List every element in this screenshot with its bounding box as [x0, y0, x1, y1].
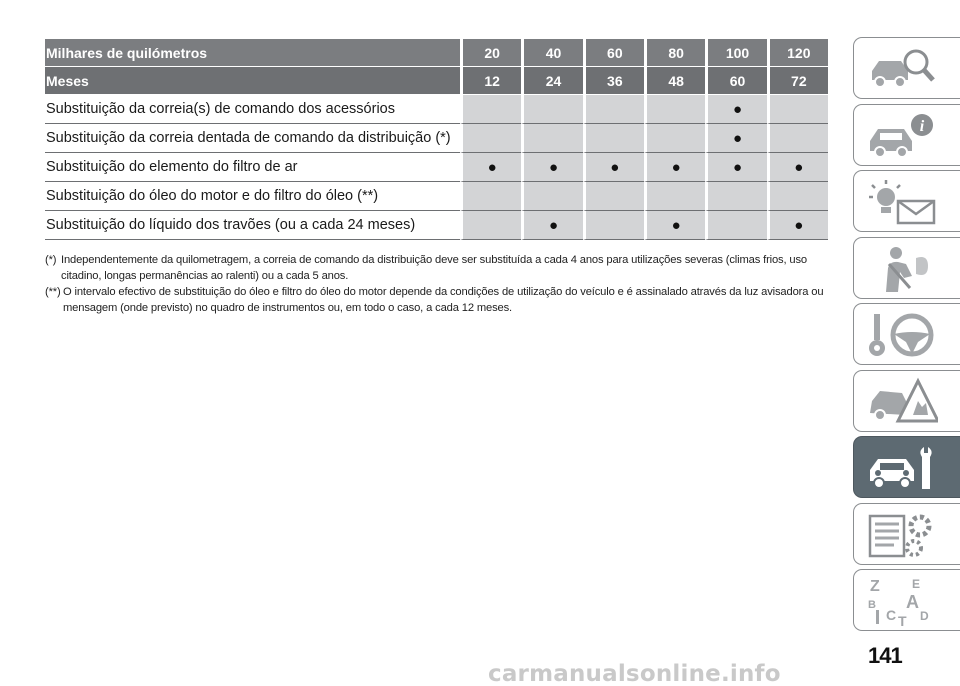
- header-label: Meses: [45, 67, 460, 95]
- interval-cell: [644, 124, 705, 153]
- footnote: [45, 285, 837, 316]
- interval-cell: ●: [644, 153, 705, 182]
- svg-text:E: E: [912, 577, 921, 591]
- header-value: 60: [705, 67, 766, 95]
- interval-cell: ●: [460, 153, 521, 182]
- interval-cell: [583, 182, 644, 211]
- interval-cell: [767, 182, 828, 211]
- car-search-icon: [866, 44, 938, 94]
- interval-cell: ●: [644, 211, 705, 240]
- svg-text:C: C: [886, 607, 897, 623]
- footnote-mark: (*): [45, 254, 57, 266]
- footnote: [45, 253, 837, 284]
- interval-cell: [644, 182, 705, 211]
- interval-cell: [767, 95, 828, 124]
- seatbelt-airbag-icon: [866, 244, 938, 294]
- interval-cell: ●: [767, 153, 828, 182]
- alphabetical-index-icon: [866, 576, 938, 626]
- interval-cell: ●: [583, 153, 644, 182]
- chapter-tab-index[interactable]: [853, 569, 960, 631]
- interval-cell: [644, 95, 705, 124]
- chapter-tab-car-info[interactable]: [853, 104, 960, 166]
- header-value: 48: [644, 67, 705, 95]
- chapter-tab-maintenance[interactable]: [853, 436, 960, 498]
- warning-light-message-icon: [866, 177, 938, 227]
- header-value: 12: [460, 67, 521, 95]
- footnote-text: Independentemente da quilometragem, a correia de comando da distribuição deve ser substituída a cada 4 anos para utilizações severas (climas frios, uso citadino, longas permanências ao ralenti) ou a cada 5 anos.: [61, 254, 807, 282]
- header-value: 80: [644, 39, 705, 67]
- table-row: [45, 153, 828, 182]
- interval-cell: ●: [705, 95, 766, 124]
- header-row-months: [45, 67, 828, 95]
- chapter-tab-controls[interactable]: [853, 303, 960, 365]
- svg-text:A: A: [906, 592, 919, 612]
- header-value: 72: [767, 67, 828, 95]
- header-label: Milhares de quilómetros: [45, 39, 460, 67]
- interval-cell: [705, 211, 766, 240]
- car-maintenance-wrench-icon: [866, 443, 938, 493]
- chapter-tab-specifications[interactable]: [853, 503, 960, 565]
- header-value: 24: [521, 67, 582, 95]
- table-row: [45, 124, 828, 153]
- row-label: Substituição da correia(s) de comando dos acessórios: [45, 95, 460, 124]
- footnote-text: O intervalo efectivo de substituição do óleo e filtro do óleo do motor depende da condições de utilização do veículo e é assinalado através da luz avisadora ou mensagem (onde previsto) no quadro de instrumentos ou, em todo o caso, a cada 12 meses.: [63, 286, 824, 314]
- table-row: [45, 95, 828, 124]
- interval-cell: [521, 182, 582, 211]
- interval-cell: [767, 124, 828, 153]
- interval-cell: [460, 124, 521, 153]
- watermark: carmanualsonline.info: [488, 661, 781, 686]
- row-label: Substituição do elemento do filtro de ar: [45, 153, 460, 182]
- interval-cell: [583, 95, 644, 124]
- header-value: 100: [705, 39, 766, 67]
- header-value: 36: [583, 67, 644, 95]
- header-value: 20: [460, 39, 521, 67]
- svg-text:i: i: [919, 117, 925, 135]
- table-row: [45, 182, 828, 211]
- chapter-tab-warning-lights[interactable]: [853, 170, 960, 232]
- interval-cell: [521, 124, 582, 153]
- chapter-tab-car-search[interactable]: [853, 37, 960, 99]
- header-value: 60: [583, 39, 644, 67]
- header-value: 40: [521, 39, 582, 67]
- specifications-gears-icon: [866, 510, 938, 560]
- svg-text:Z: Z: [870, 578, 880, 595]
- interval-cell: [705, 182, 766, 211]
- car-breakdown-warning-icon: [866, 377, 938, 427]
- header-row-kilometers: [45, 39, 828, 67]
- interval-cell: ●: [767, 211, 828, 240]
- car-info-icon: [866, 111, 938, 161]
- service-schedule-table: [45, 39, 828, 240]
- footnote-mark: (**): [45, 286, 61, 298]
- chapter-tab-safety[interactable]: [853, 237, 960, 299]
- interval-cell: ●: [521, 211, 582, 240]
- interval-cell: [583, 211, 644, 240]
- interval-cell: ●: [705, 153, 766, 182]
- interval-cell: ●: [705, 124, 766, 153]
- svg-text:B: B: [868, 599, 876, 611]
- key-steering-wheel-icon: [866, 310, 938, 360]
- interval-cell: [460, 182, 521, 211]
- row-label: Substituição do líquido dos travões (ou a cada 24 meses): [45, 211, 460, 240]
- svg-text:T: T: [898, 613, 907, 626]
- chapter-tabs: [853, 37, 960, 636]
- row-label: Substituição do óleo do motor e do filtro do óleo (**): [45, 182, 460, 211]
- interval-cell: ●: [521, 153, 582, 182]
- interval-cell: [583, 124, 644, 153]
- interval-cell: [460, 211, 521, 240]
- svg-text:D: D: [920, 609, 929, 623]
- header-value: 120: [767, 39, 828, 67]
- row-label: Substituição da correia dentada de comando da distribuição (*): [45, 124, 460, 153]
- interval-cell: [521, 95, 582, 124]
- chapter-tab-emergency[interactable]: [853, 370, 960, 432]
- table-row: [45, 211, 828, 240]
- page-number: 141: [868, 643, 902, 668]
- interval-cell: [460, 95, 521, 124]
- footnotes: [45, 253, 837, 317]
